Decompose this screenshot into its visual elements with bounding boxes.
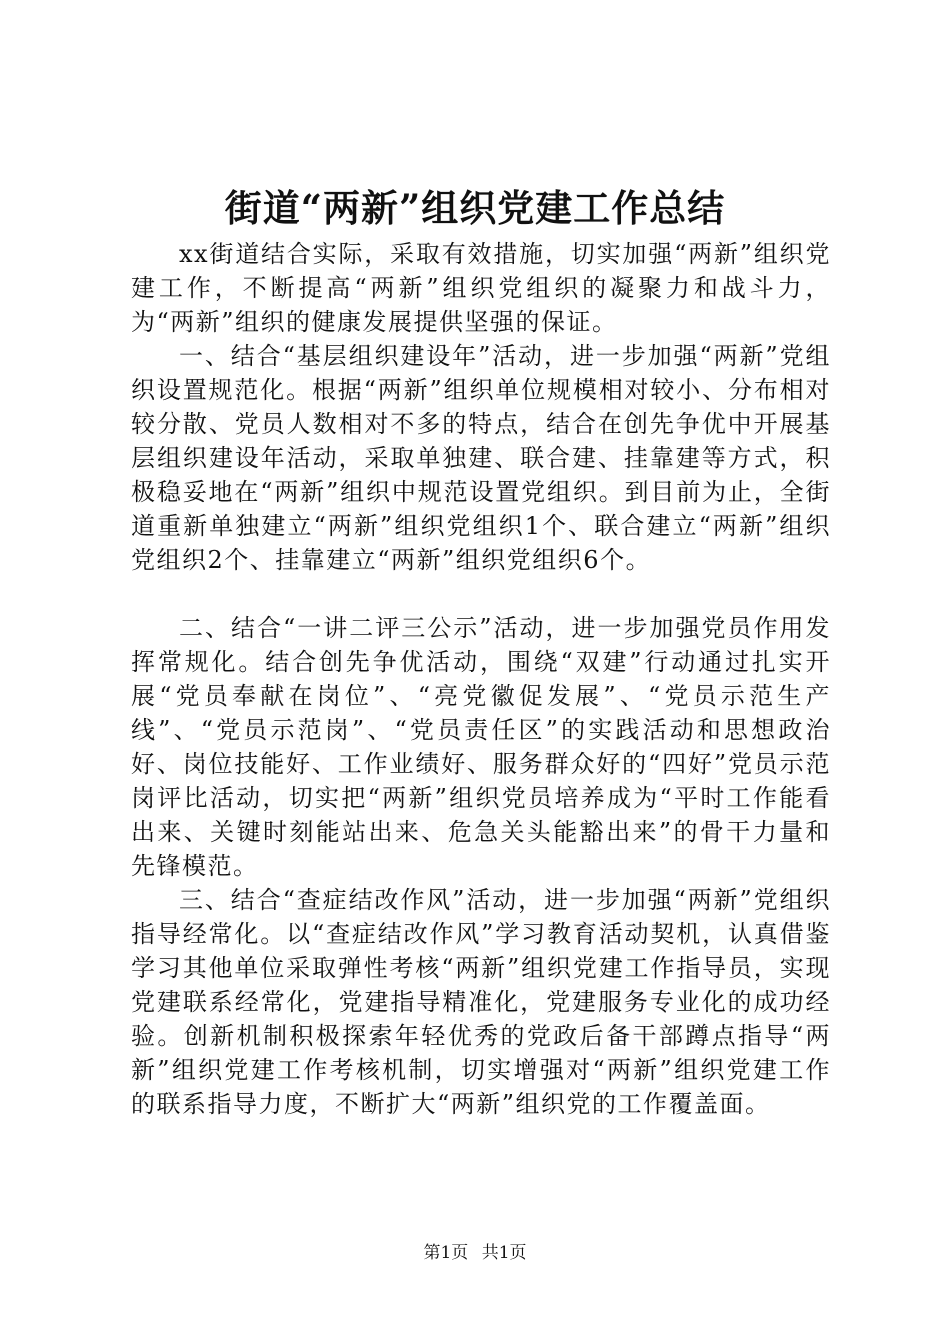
document-title: 街道“两新”组织党建工作总结 [224, 186, 726, 230]
document-body [131, 237, 831, 1121]
page-total: 共1页 [481, 1243, 527, 1263]
page-footer [0, 1241, 950, 1265]
section-one-paragraph: 一、结合“基层组织建设年”活动，进一步加强“两新”党组织设置规范化。根据“两新”组织单位规模相对较小、分布相对较分散、党员人数相对不多的特点，结合在创先争优中开展基层组织建设年活动，采取单独建、联合建、挂靠建等方式，积极稳妥地在“两新”组织中规范设置党组织。到目前为止，全街道重新单独建立“两新”组织党组织1个、联合建立“两新”组织党组织2个、挂靠建立“两新”组织党组织6个。 [131, 342, 831, 574]
section-three-paragraph: 三、结合“查症结改作风”活动，进一步加强“两新”党组织指导经常化。以“查症结改作风”学习教育活动契机，认真借鉴学习其他单位采取弹性考核“两新”组织党建工作指导员，实现党建联系经常化，党建指导精准化，党建服务专业化的成功经验。创新机制积极探索年轻优秀的党政后备干部蹲点指导“两新”组织党建工作考核机制，切实增强对“两新”组织党建工作的联系指导力度，不断扩大“两新”组织党的工作覆盖面。 [131, 886, 831, 1118]
section-two-paragraph: 二、结合“一讲二评三公示”活动，进一步加强党员作用发挥常规化。结合创先争优活动，围绕“双建”行动通过扎实开展“党员奉献在岗位”、“亮党徽促发展”、“党员示范生产线”、“党员示范岗”、“党员责任区”的实践活动和思想政治好、岗位技能好、工作业绩好、服务群众好的“四好”党员示范岗评比活动，切实把“两新”组织党员培养成为“平时工作能看出来、关键时刻能站出来、危急关头能豁出来”的骨干力量和先锋模范。 [131, 614, 831, 880]
page-number: 第1页 [423, 1243, 469, 1263]
intro-paragraph: xx街道结合实际，采取有效措施，切实加强“两新”组织党建工作，不断提高“两新”组织党组织的凝聚力和战斗力，为“两新”组织的健康发展提供坚强的保证。 [131, 240, 831, 336]
